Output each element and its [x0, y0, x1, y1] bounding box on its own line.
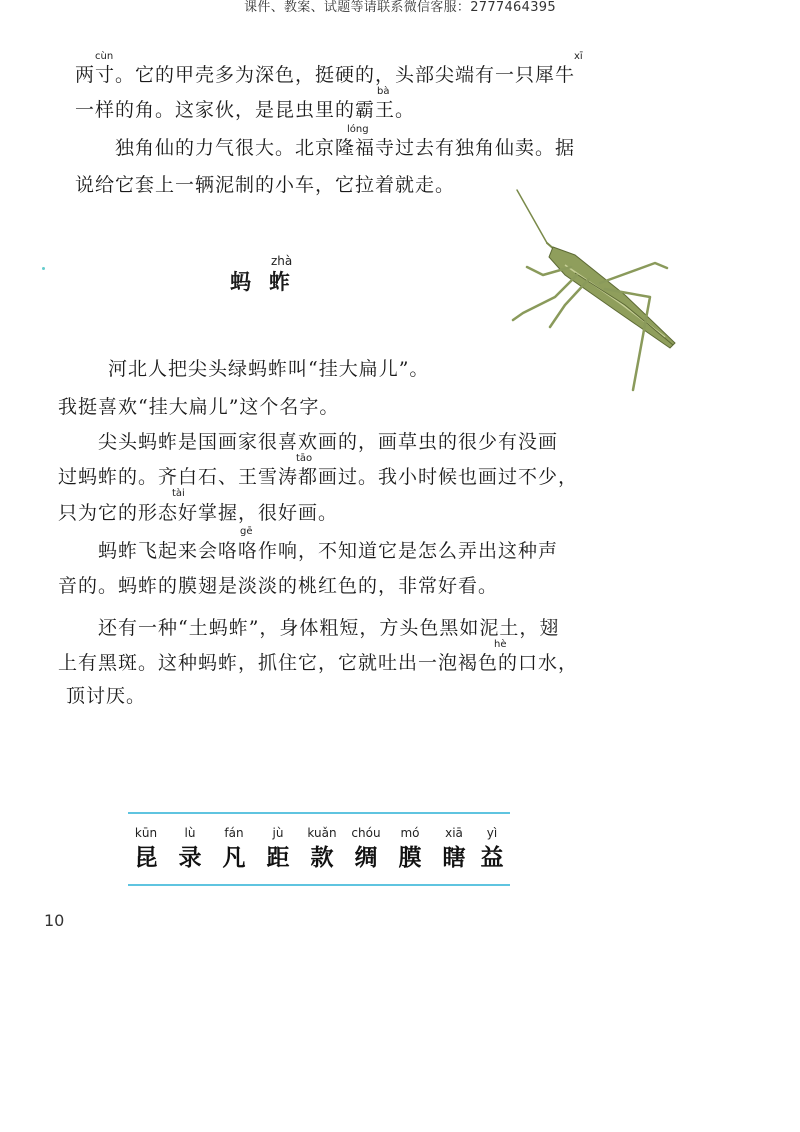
vocab-pinyin: chóu	[351, 826, 381, 840]
vocab-pinyin: xiā	[445, 826, 463, 840]
title-pinyin: zhà	[271, 254, 293, 268]
vocab-pinyin: kuǎn	[307, 826, 337, 840]
text-line: 说给它套上一辆泥制的小车，它拉着就走。	[75, 174, 456, 196]
vocab-pinyin: fán	[224, 826, 244, 840]
pinyin-annotation: gē	[240, 526, 253, 537]
vocab-character: 昆	[134, 845, 158, 871]
vocab-character: 距	[266, 845, 290, 871]
vocab-character: 凡	[222, 845, 246, 871]
vocab-character: 瞎	[442, 845, 466, 871]
title-char: 蚱	[269, 270, 290, 294]
pinyin-annotation: tāo	[296, 453, 313, 464]
vocab-character: 益	[480, 845, 504, 871]
text-line: 两寸。它的甲壳多为深色，挺硬的，头部尖端有一只犀牛	[75, 64, 576, 86]
pinyin-annotation: bà	[377, 86, 390, 97]
vocab-item	[302, 814, 342, 872]
pinyin-annotation: tài	[172, 488, 185, 499]
text-line: 独角仙的力气很大。北京隆福寺过去有独角仙卖。据	[115, 137, 576, 159]
title-char: 蚂	[230, 270, 251, 294]
vocab-pinyin: mó	[400, 826, 420, 840]
vocab-item	[390, 814, 430, 872]
pinyin-annotation: lóng	[347, 124, 369, 135]
text-line: 只为它的形态好掌握，很好画。	[58, 502, 339, 524]
text-line: 尖头蚂蚱是国画家很喜欢画的，画草虫的很少有没画	[98, 431, 559, 453]
vocab-character: 绸	[354, 845, 378, 871]
vocab-item	[434, 814, 474, 872]
text-line: 一样的角。这家伙，是昆虫里的霸王。	[75, 99, 416, 121]
page-number: 10	[44, 911, 65, 930]
text-line: 过蚂蚱的。齐白石、王雪涛都画过。我小时候也画过不少，	[58, 466, 579, 488]
vocab-item	[472, 814, 512, 872]
vocab-character: 膜	[398, 845, 422, 871]
vocab-item	[346, 814, 386, 872]
text-line: 蚂蚱飞起来会咯咯作响，不知道它是怎么弄出这种声	[98, 540, 559, 562]
vocab-pinyin: lù	[184, 826, 196, 840]
text-line: 顶讨厌。	[66, 685, 147, 707]
pinyin-annotation: hè	[494, 639, 507, 650]
watermark-header: 课件、教案、试题等请联系微信客服：2777464395	[244, 0, 556, 15]
text-line: 音的。蚂蚱的膜翅是淡淡的桃红色的，非常好看。	[58, 575, 499, 597]
text-line: 还有一种“土蚂蚱”，身体粗短，方头色黑如泥土，翅	[98, 617, 560, 639]
vocab-character: 款	[310, 845, 334, 871]
grasshopper-illustration	[505, 185, 685, 395]
vocab-item	[258, 814, 298, 872]
section-title	[230, 270, 290, 294]
text-line: 河北人把尖头绿蚂蚱叫“挂大扁儿”。	[108, 358, 430, 380]
pinyin-annotation: cùn	[95, 51, 114, 62]
vocabulary-bar	[128, 812, 510, 886]
vocab-character: 录	[178, 845, 202, 871]
text-line: 上有黑斑。这种蚂蚱，抓住它，它就吐出一泡褐色的口水，	[58, 652, 579, 674]
vocab-item	[126, 814, 166, 872]
vocab-pinyin: yì	[486, 826, 498, 840]
margin-dot	[42, 267, 45, 270]
vocab-item	[170, 814, 210, 872]
vocab-pinyin: jù	[272, 826, 284, 840]
text-line: 我挺喜欢“挂大扁儿”这个名字。	[58, 396, 340, 418]
vocab-pinyin: kūn	[134, 826, 158, 840]
pinyin-annotation: xī	[574, 51, 583, 62]
vocab-item	[214, 814, 254, 872]
